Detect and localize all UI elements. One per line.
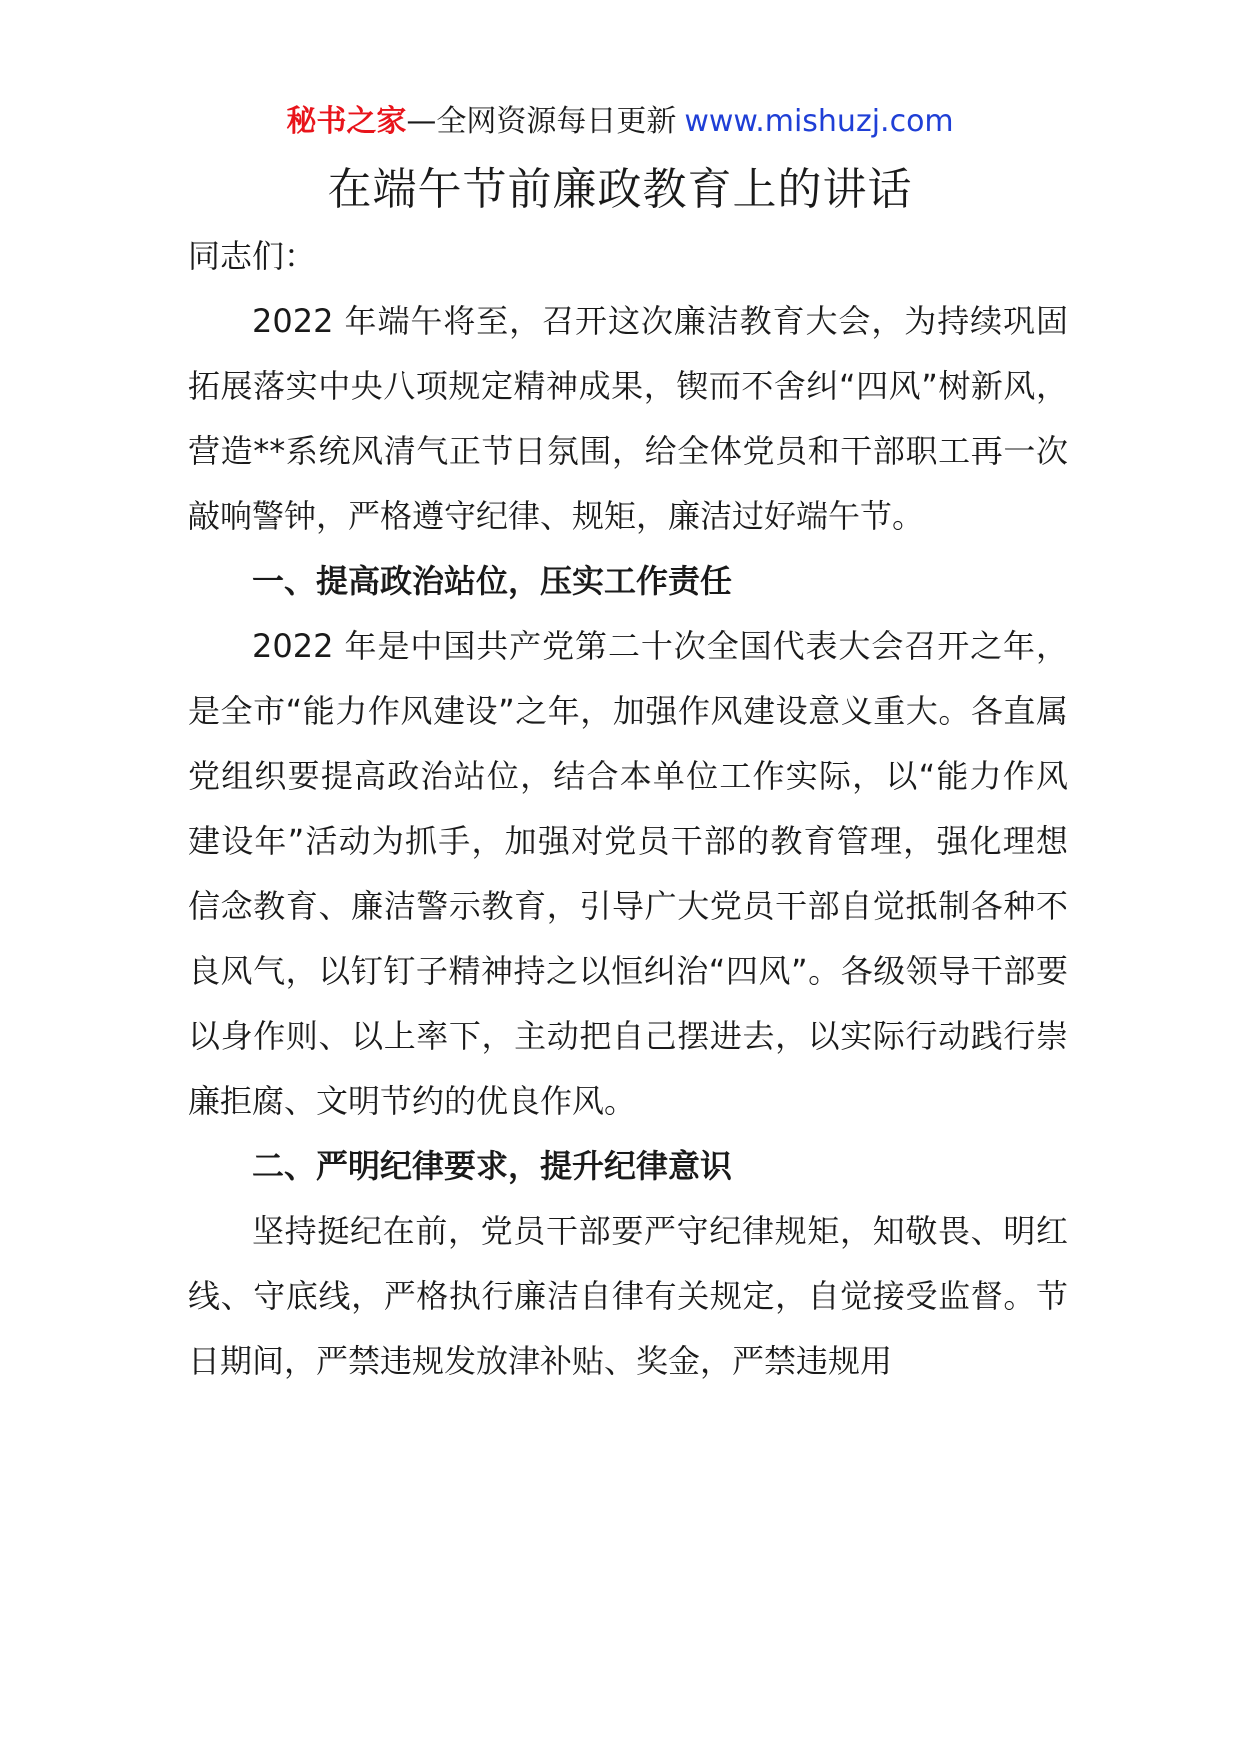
salutation: 同志们： xyxy=(188,237,317,275)
document-title: 在端午节前廉政教育上的讲话 xyxy=(327,164,913,215)
brand-name: 秘书之家 xyxy=(286,104,407,139)
header-tagline: —全网资源每日更新 xyxy=(406,104,677,139)
intro-paragraph: 2022 年端午将至，召开这次廉洁教育大会，为持续巩固拓展落实中央八项规定精神成果，锲而不舍纠“四风”树新风，营造**系统风清气正节日氛围，给全体党员和干部职工再一次敲响警钟，严格遵守纪律、规矩，廉洁过好端午节。 xyxy=(188,302,1068,535)
section-paragraph: 2022 年是中国共产党第二十次全国代表大会召开之年，是全市“能力作风建设”之年，加强作风建设意义重大。各直属党组织要提高政治站位，结合本单位工作实际，以“能力作风建设年”活动为抓手，加强对党员干部的教育管理，强化理想信念教育、廉洁警示教育，引导广大党员干部自觉抵制各种不良风气，以钉钉子精神持之以恒纠治“四风”。各级领导干部要以身作则、以上率下，主动把自己摆进去，以实际行动践行崇廉拒腐、文明节约的优良作风。 xyxy=(188,627,1068,1120)
header-banner xyxy=(0,102,1240,142)
document-body xyxy=(188,224,1068,1394)
site-link[interactable]: www.mishuzj.com xyxy=(684,104,954,139)
section-paragraph: 坚持挺纪在前，党员干部要严守纪律规矩，知敬畏、明红线、守底线，严格执行廉洁自律有关规定，自觉接受监督。节日期间，严禁违规发放津补贴、奖金，严禁违规用 xyxy=(188,1212,1068,1380)
section-heading: 一、提高政治站位，压实工作责任 xyxy=(252,562,733,600)
section-heading: 二、严明纪律要求，提升纪律意识 xyxy=(252,1147,733,1185)
